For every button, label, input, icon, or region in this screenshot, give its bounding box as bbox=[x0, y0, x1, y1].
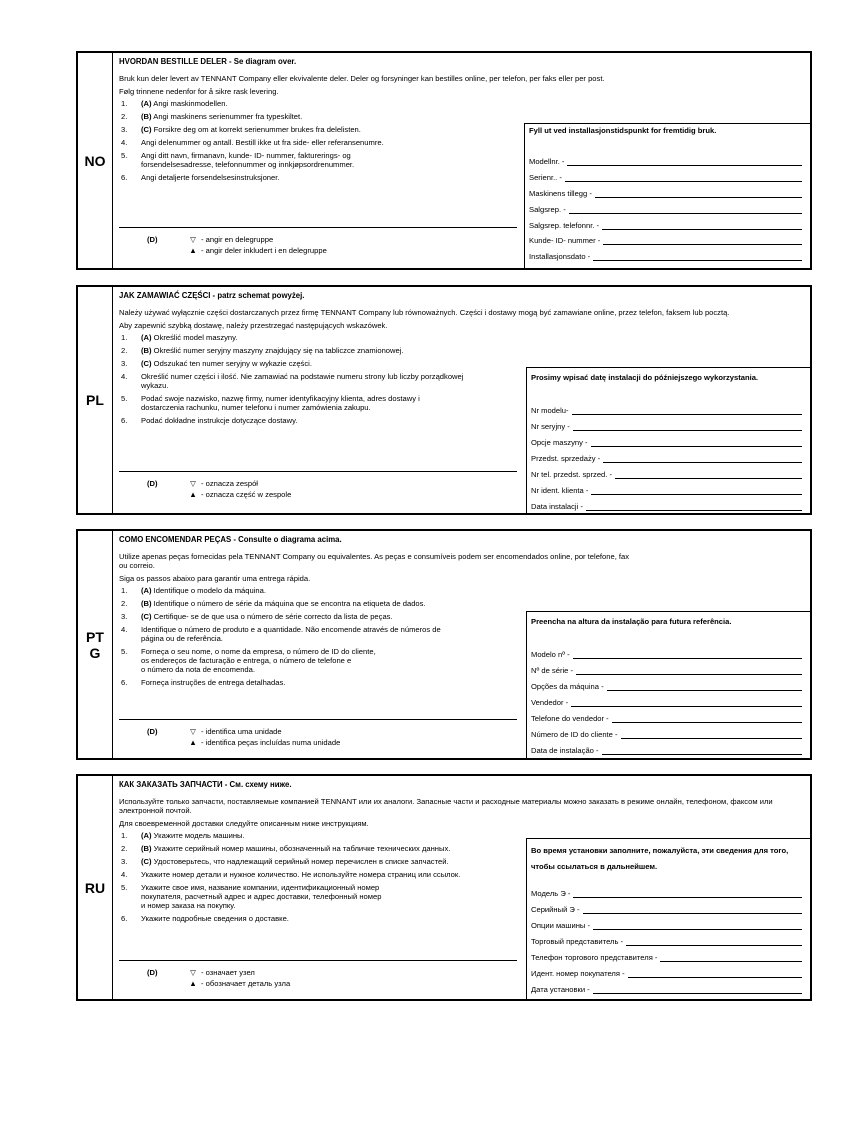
open-triangle-icon: ▽ bbox=[190, 479, 196, 488]
form-field[interactable]: Kunde- ID- nummer - bbox=[529, 236, 802, 245]
section-ptg bbox=[76, 529, 812, 760]
step-item: 6. Forneça instruções de entrega detalhadas. bbox=[121, 678, 286, 687]
section-heading: COMO ENCOMENDAR PEÇAS - Consulte o diagrama acima. bbox=[119, 535, 342, 544]
form-field[interactable]: Data de instalação - bbox=[531, 746, 802, 755]
legend: (D) ▽ - angir en delegruppe ▲ - angir deler inkludert i en delegruppe bbox=[119, 227, 517, 256]
form-field[interactable]: Идент. номер покупателя - bbox=[531, 969, 802, 978]
open-triangle-icon: ▽ bbox=[190, 727, 196, 736]
form-field[interactable]: Modelo nº - bbox=[531, 650, 802, 659]
form-field[interactable]: Nr seryjny - bbox=[531, 422, 802, 431]
lead-text: Følg trinnene nedenfor for å sikre rask levering. bbox=[119, 87, 279, 96]
step-item: 2. (B) Identifique o número de série da máquina que se encontra na etiqueta de dados. bbox=[121, 599, 426, 608]
form-field[interactable]: Nº de série - bbox=[531, 666, 802, 675]
install-form bbox=[526, 367, 810, 513]
step-item: 2. (B) Angi maskinens serienummer fra typeskiltet. bbox=[121, 112, 303, 121]
form-field[interactable]: Опции машины - bbox=[531, 921, 802, 930]
form-field[interactable]: Opções da máquina - bbox=[531, 682, 802, 691]
lead-text: Для своевременной доставки следуйте описанным ниже инструкциям. bbox=[119, 819, 369, 828]
step-item: 3. (C) Удостоверьтесь, что надлежащий серийный номер перечислен в списке запчастей. bbox=[121, 857, 449, 866]
form-field[interactable]: Przedst. sprzedaży - bbox=[531, 454, 802, 463]
step-item: 4. Укажите номер детали и нужное количество. Не используйте номера страниц или ссылок. bbox=[121, 870, 461, 879]
step-item: 4. Identifique o número de produto e a quantidade. Não encomende através de números de página ou de referência. bbox=[121, 625, 441, 643]
step-item: 3. (C) Forsikre deg om at korrekt serienummer brukes fra delelisten. bbox=[121, 125, 361, 134]
filled-triangle-icon: ▲ bbox=[189, 246, 197, 255]
form-field[interactable]: Opcje maszyny - bbox=[531, 438, 802, 447]
section-heading: КАК ЗАКАЗАТЬ ЗАПЧАСТИ - См. схему ниже. bbox=[119, 780, 292, 789]
install-form bbox=[526, 611, 810, 758]
form-field[interactable]: Salgsrep. telefonnr. - bbox=[529, 221, 802, 230]
form-field[interactable]: Vendedor - bbox=[531, 698, 802, 707]
section-ru bbox=[76, 774, 812, 1001]
filled-triangle-icon: ▲ bbox=[189, 738, 197, 747]
form-title: Preencha na altura da instalação para futura referência. bbox=[531, 617, 732, 626]
form-field[interactable]: Модель Э - bbox=[531, 889, 802, 898]
form-field[interactable]: Телефон торгового представителя - bbox=[531, 953, 802, 962]
form-field[interactable]: Торговый представитель - bbox=[531, 937, 802, 946]
filled-triangle-icon: ▲ bbox=[189, 490, 197, 499]
section-no bbox=[76, 51, 812, 270]
intro-text: Należy używać wyłącznie części dostarczanych przez firmę TENNANT Company lub równoważnych. Części i dostawy mogą być zamawiane online, przez telefon, faksem lub pocztą. bbox=[119, 308, 730, 317]
step-item: 4. Określić numer części i ilość. Nie zamawiać na podstawie numeru strony lub liczby porządkowej wykazu. bbox=[121, 372, 464, 390]
step-item: 4. Angi delenummer og antall. Bestill ikke ut fra side- eller referansenumre. bbox=[121, 138, 384, 147]
step-item: 6. Podać dokładne instrukcje dotyczące dostawy. bbox=[121, 416, 298, 425]
form-field[interactable]: Modellnr. - bbox=[529, 157, 802, 166]
step-list bbox=[119, 99, 517, 182]
step-item: 5. Укажите свое имя, название компании, идентификационный номер покупателя, расчетный адрес и адрес доставки, телефонный номер и номер заказа на покупку. bbox=[121, 883, 382, 910]
form-field[interactable]: Дата установки - bbox=[531, 985, 802, 994]
form-title: Prosimy wpisać datę instalacji do późniejszego wykorzystania. bbox=[531, 373, 759, 382]
step-item: 3. (C) Odszukać ten numer seryjny w wykazie części. bbox=[121, 359, 312, 368]
section-heading: HVORDAN BESTILLE DELER - Se diagram over. bbox=[119, 57, 297, 66]
step-item: 3. (C) Certifique- se de que usa o número de série correcto da lista de peças. bbox=[121, 612, 393, 621]
form-field[interactable]: Nr ident. klienta - bbox=[531, 486, 802, 495]
step-list bbox=[119, 586, 517, 687]
form-field[interactable]: Nr tel. przedst. sprzed. - bbox=[531, 470, 802, 479]
language-code: PT G bbox=[78, 531, 113, 758]
step-item: 6. Укажите подробные сведения о доставке. bbox=[121, 914, 289, 923]
filled-triangle-icon: ▲ bbox=[189, 979, 197, 988]
form-field[interactable]: Número de ID do cliente - bbox=[531, 730, 802, 739]
intro-text: Используйте только запчасти, поставляемые компанией TENNANT или их аналоги. Запасные части и расходные материалы можно заказать в режиме онлайн, телефоном, факсом или электронной почтой. bbox=[119, 797, 773, 815]
step-item: 1. (A) Określić model maszyny. bbox=[121, 333, 238, 342]
language-code: RU bbox=[78, 776, 113, 999]
form-title: Во время установки заполните, пожалуйста, эти сведения для того, чтобы ссылаться в дальнейшем. bbox=[531, 846, 789, 871]
form-field[interactable]: Salgsrep. - bbox=[529, 205, 802, 214]
legend: (D) ▽ - oznacza zespół ▲ - oznacza część w zespole bbox=[119, 471, 517, 500]
lead-text: Siga os passos abaixo para garantir uma entrega rápida. bbox=[119, 574, 311, 583]
install-form bbox=[526, 838, 810, 999]
step-item: 6. Angi detaljerte forsendelsesinstruksjoner. bbox=[121, 173, 280, 182]
form-field[interactable]: Serienr.. - bbox=[529, 173, 802, 182]
form-field[interactable]: Maskinens tillegg - bbox=[529, 189, 802, 198]
section-heading: JAK ZAMAWIAĆ CZĘŚCI - patrz schemat powyżej. bbox=[119, 291, 305, 300]
form-field[interactable]: Data instalacji - bbox=[531, 502, 802, 511]
step-item: 5. Forneça o seu nome, o nome da empresa, o número de ID do cliente, os endereços de facturação e entrega, o número de telefone e o número da nota de encomenda. bbox=[121, 647, 376, 674]
legend: (D) ▽ - означает узел ▲ - обозначает деталь узла bbox=[119, 960, 517, 989]
step-item: 1. (A) Angi maskinmodellen. bbox=[121, 99, 228, 108]
step-list bbox=[119, 831, 517, 923]
form-field[interactable]: Telefone do vendedor - bbox=[531, 714, 802, 723]
step-list bbox=[119, 333, 517, 425]
legend: (D) ▽ - identifica uma unidade ▲ - identifica peças incluídas numa unidade bbox=[119, 719, 517, 748]
open-triangle-icon: ▽ bbox=[190, 235, 196, 244]
step-item: 1. (A) Укажите модель машины. bbox=[121, 831, 245, 840]
open-triangle-icon: ▽ bbox=[190, 968, 196, 977]
lead-text: Aby zapewnić szybką dostawę, należy przestrzegać następujących wskazówek. bbox=[119, 321, 388, 330]
language-code: NO bbox=[78, 53, 113, 268]
step-item: 2. (B) Określić numer seryjny maszyny znajdujący się na tabliczce znamionowej. bbox=[121, 346, 404, 355]
form-field[interactable]: Installasjonsdato - bbox=[529, 252, 802, 261]
step-item: 5. Podać swoje nazwisko, nazwę firmy, numer identyfikacyjny klienta, adres dostawy i dostarczenia rachunku, numer telefonu i numer zamówienia zakupu. bbox=[121, 394, 420, 412]
form-field[interactable]: Nr modelu- bbox=[531, 406, 802, 415]
form-title: Fyll ut ved installasjonstidspunkt for fremtidig bruk. bbox=[529, 126, 717, 135]
intro-text: Utilize apenas peças fornecidas pela TENNANT Company ou equivalentes. As peças e consumíveis podem ser encomendados online, por telefone, fax ou correio. bbox=[119, 552, 630, 570]
form-field[interactable]: Серийный Э - bbox=[531, 905, 802, 914]
install-form bbox=[524, 123, 810, 268]
step-item: 5. Angi ditt navn, firmanavn, kunde- ID- nummer, fakturerings- og forsendelsesadresse, telefonnummer og innkjøpsordrenummer. bbox=[121, 151, 355, 169]
step-item: 2. (B) Укажите серийный номер машины, обозначенный на табличке технических данных. bbox=[121, 844, 451, 853]
section-pl bbox=[76, 285, 812, 515]
step-item: 1. (A) Identifique o modelo da máquina. bbox=[121, 586, 266, 595]
intro-text: Bruk kun deler levert av TENNANT Company eller ekvivalente deler. Deler og forsyninger kan bestilles online, per telefon, per faks eller per post. bbox=[119, 74, 605, 83]
language-code: PL bbox=[78, 287, 113, 513]
